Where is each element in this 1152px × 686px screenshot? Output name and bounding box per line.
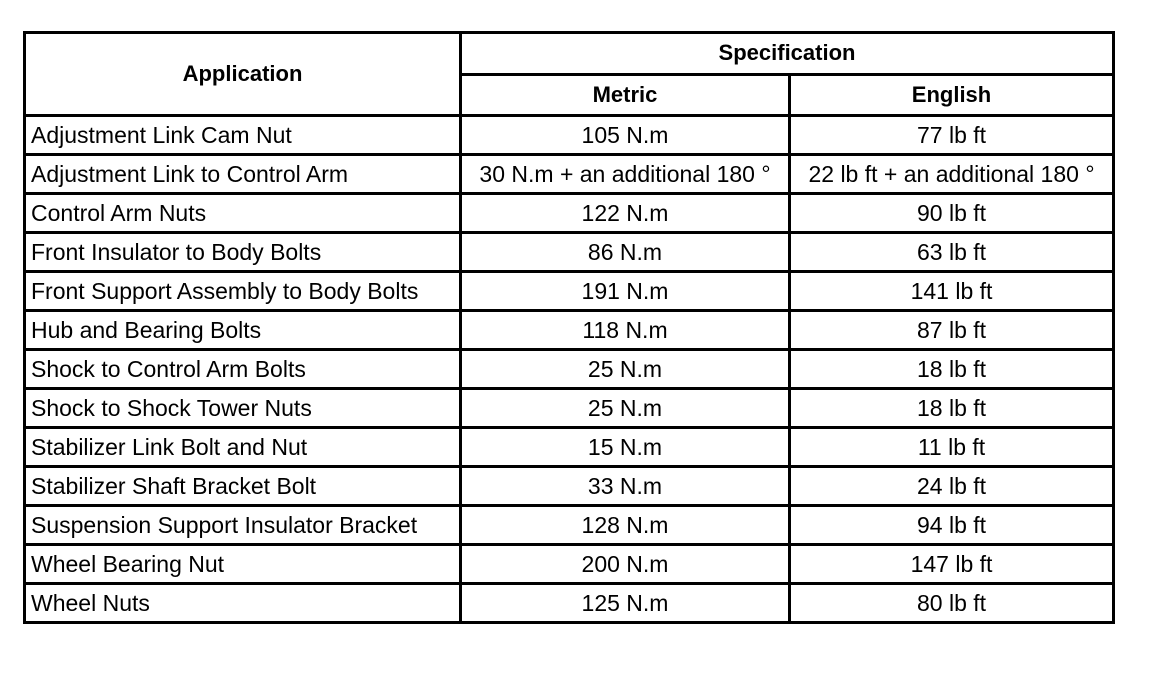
application-cell: Wheel Bearing Nut bbox=[25, 545, 461, 584]
english-cell: 80 lb ft bbox=[790, 584, 1114, 623]
table-row bbox=[25, 155, 1114, 194]
english-cell: 90 lb ft bbox=[790, 194, 1114, 233]
metric-cell: 118 N.m bbox=[461, 311, 790, 350]
english-cell: 141 lb ft bbox=[790, 272, 1114, 311]
table-row bbox=[25, 194, 1114, 233]
metric-cell: 30 N.m + an additional 180 ° bbox=[461, 155, 790, 194]
table-header bbox=[25, 33, 1114, 116]
english-cell: 94 lb ft bbox=[790, 506, 1114, 545]
metric-cell: 191 N.m bbox=[461, 272, 790, 311]
application-cell: Shock to Control Arm Bolts bbox=[25, 350, 461, 389]
table-row bbox=[25, 428, 1114, 467]
metric-cell: 15 N.m bbox=[461, 428, 790, 467]
table-row bbox=[25, 584, 1114, 623]
table-row bbox=[25, 389, 1114, 428]
metric-cell: 122 N.m bbox=[461, 194, 790, 233]
application-cell: Control Arm Nuts bbox=[25, 194, 461, 233]
english-header: English bbox=[790, 74, 1114, 116]
metric-cell: 200 N.m bbox=[461, 545, 790, 584]
metric-cell: 25 N.m bbox=[461, 389, 790, 428]
english-cell: 22 lb ft + an additional 180 ° bbox=[790, 155, 1114, 194]
english-cell: 18 lb ft bbox=[790, 350, 1114, 389]
english-cell: 24 lb ft bbox=[790, 467, 1114, 506]
header-row-top bbox=[25, 33, 1114, 75]
metric-cell: 86 N.m bbox=[461, 233, 790, 272]
english-cell: 87 lb ft bbox=[790, 311, 1114, 350]
table-row bbox=[25, 233, 1114, 272]
metric-cell: 33 N.m bbox=[461, 467, 790, 506]
metric-cell: 125 N.m bbox=[461, 584, 790, 623]
application-cell: Front Support Assembly to Body Bolts bbox=[25, 272, 461, 311]
table-row bbox=[25, 311, 1114, 350]
english-cell: 11 lb ft bbox=[790, 428, 1114, 467]
table-row bbox=[25, 545, 1114, 584]
specification-header: Specification bbox=[461, 33, 1114, 75]
english-cell: 77 lb ft bbox=[790, 116, 1114, 155]
table-row bbox=[25, 467, 1114, 506]
english-cell: 63 lb ft bbox=[790, 233, 1114, 272]
application-cell: Adjustment Link Cam Nut bbox=[25, 116, 461, 155]
metric-cell: 25 N.m bbox=[461, 350, 790, 389]
application-cell: Front Insulator to Body Bolts bbox=[25, 233, 461, 272]
metric-cell: 105 N.m bbox=[461, 116, 790, 155]
application-cell: Shock to Shock Tower Nuts bbox=[25, 389, 461, 428]
application-cell: Suspension Support Insulator Bracket bbox=[25, 506, 461, 545]
metric-cell: 128 N.m bbox=[461, 506, 790, 545]
table-row bbox=[25, 350, 1114, 389]
metric-header: Metric bbox=[461, 74, 790, 116]
english-cell: 147 lb ft bbox=[790, 545, 1114, 584]
application-cell: Stabilizer Shaft Bracket Bolt bbox=[25, 467, 461, 506]
english-cell: 18 lb ft bbox=[790, 389, 1114, 428]
table-row bbox=[25, 506, 1114, 545]
application-cell: Wheel Nuts bbox=[25, 584, 461, 623]
application-cell: Stabilizer Link Bolt and Nut bbox=[25, 428, 461, 467]
torque-specification-table bbox=[23, 31, 1115, 624]
application-header: Application bbox=[25, 33, 461, 116]
table-row bbox=[25, 116, 1114, 155]
table-body bbox=[25, 116, 1114, 623]
application-cell: Hub and Bearing Bolts bbox=[25, 311, 461, 350]
application-cell: Adjustment Link to Control Arm bbox=[25, 155, 461, 194]
table-row bbox=[25, 272, 1114, 311]
